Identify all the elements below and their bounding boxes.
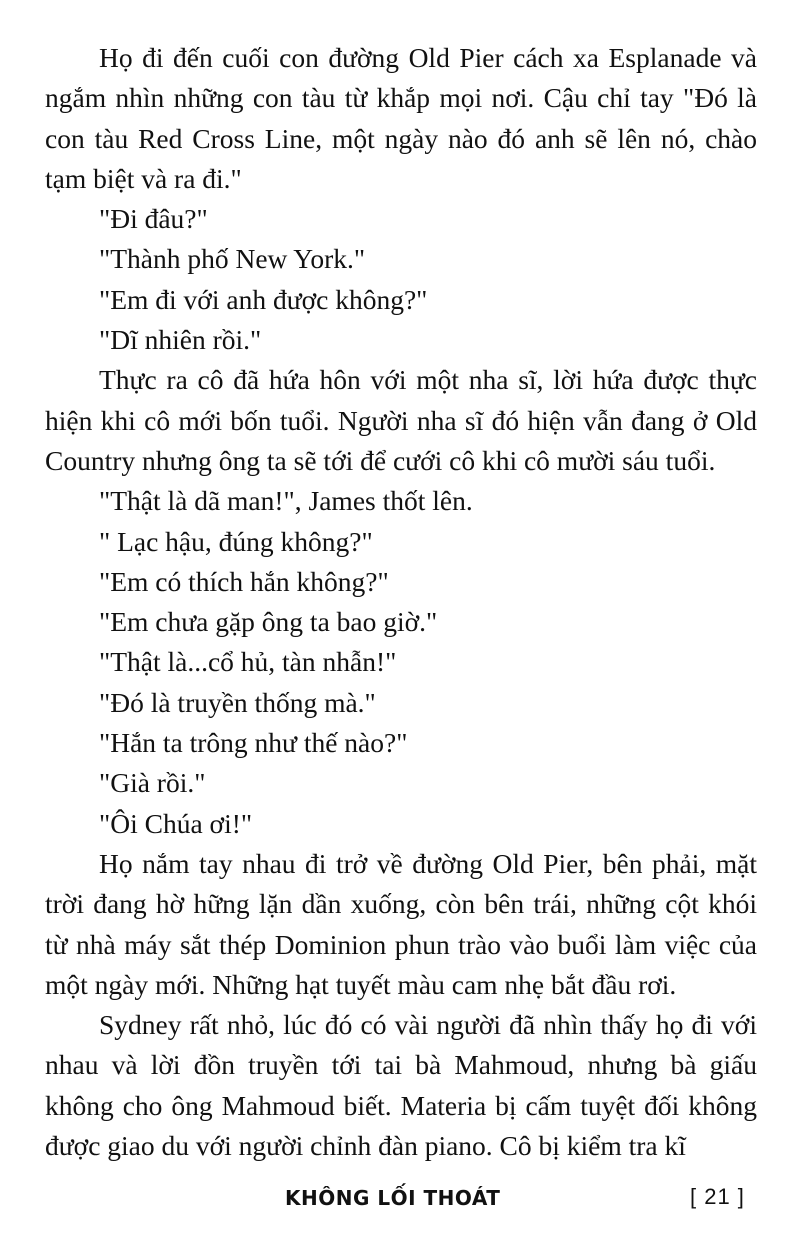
dialogue-line-11: "Hắn ta trông như thế nào?": [99, 727, 408, 759]
paragraph-3: Họ nắm tay nhau đi trở về đường Old Pier, bên phải, mặt trời đang hờ hững lặn dần xuống, còn bên trái, những cột khói từ nhà máy sắt thép Dominion phun trào vào buổi làm việc của một ngày mới. Những hạt tuyết màu cam nhẹ bắt đầu rơi.: [45, 847, 757, 1000]
dialogue-line-3: "Em đi với anh được không?": [99, 283, 428, 315]
running-title: KHÔNG LỐI THOÁT: [285, 1186, 501, 1210]
dialogue-line-13: "Ôi Chúa ơi!": [99, 807, 253, 839]
dialogue-line-2: "Thành phố New York.": [99, 243, 366, 275]
dialogue-line-1: "Đi đâu?": [99, 203, 208, 235]
book-page: [45, 38, 757, 1166]
paragraph-2: Thực ra cô đã hứa hôn với một nha sĩ, lời hứa được thực hiện khi cô mới bốn tuổi. Người nha sĩ đó hiện vẫn đang ở Old Country nhưng ông ta sẽ tới để cưới cô khi cô mười sáu tuổi.: [45, 364, 757, 476]
paragraph-1: Họ đi đến cuối con đường Old Pier cách xa Esplanade và ngắm nhìn những con tàu từ khắp mọi nơi. Cậu chỉ tay "Đó là con tàu Red Cross Line, một ngày nào đó anh sẽ lên nó, chào tạm biệt và ra đi.": [45, 42, 757, 194]
dialogue-line-5: "Thật là dã man!", James thốt lên.: [99, 485, 473, 517]
dialogue-line-10: "Đó là truyền thống mà.": [99, 686, 376, 718]
paragraph-4: Sydney rất nhỏ, lúc đó có vài người đã nhìn thấy họ đi với nhau và lời đồn truyền tới tai bà Mahmoud, nhưng bà giấu không cho ông Mahmoud biết. Materia bị cấm tuyệt đối không được giao du với người chỉnh đàn piano. Cô bị kiểm tra kĩ: [45, 1009, 757, 1162]
dialogue-line-7: "Em có thích hắn không?": [99, 565, 389, 597]
dialogue-line-6: " Lạc hậu, đúng không?": [99, 525, 373, 557]
dialogue-line-12: "Già rồi.": [99, 767, 206, 799]
page-number: [ 21 ]: [690, 1184, 745, 1209]
page-footer: [0, 1182, 800, 1222]
dialogue-line-8: "Em chưa gặp ông ta bao giờ.": [99, 606, 438, 638]
dialogue-line-9: "Thật là...cổ hủ, tàn nhẫn!": [99, 646, 397, 678]
dialogue-line-4: "Dĩ nhiên rồi.": [99, 324, 262, 356]
